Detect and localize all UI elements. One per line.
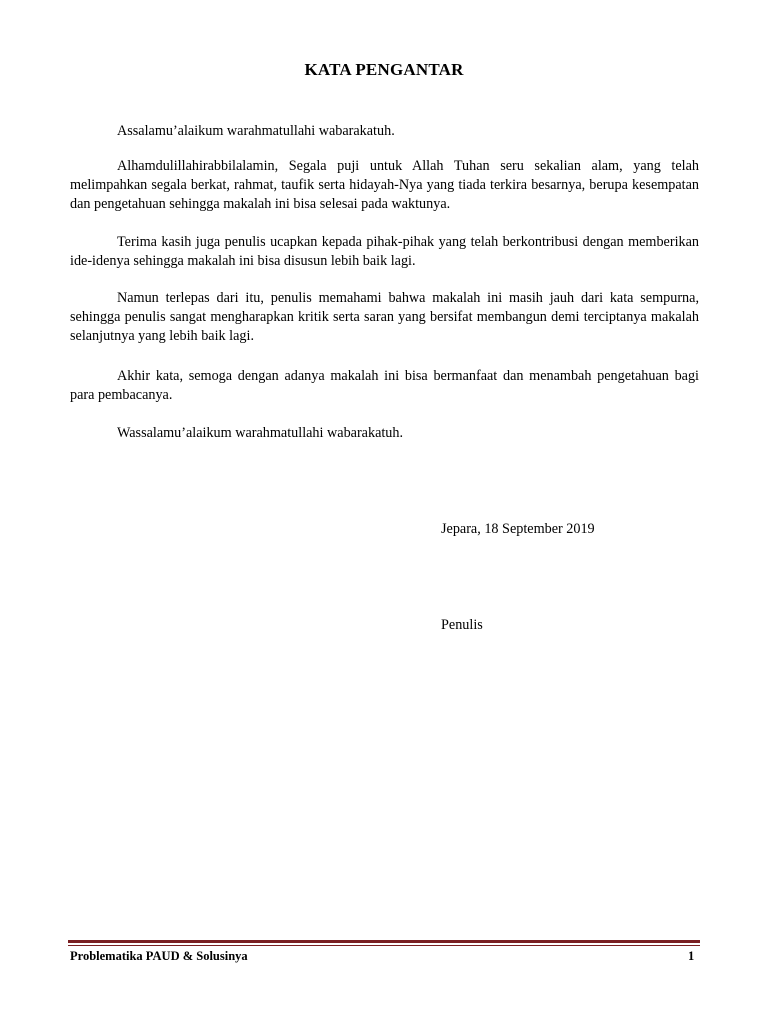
paragraph-text: Namun terlepas dari itu, penulis memahami bahwa makalah ini masih jauh dari kata sempurna, sehingga penulis sangat mengharapkan kritik serta saran yang bersifat membangun demi terciptanya makalah selanjutnya yang lebih baik lagi.	[70, 290, 699, 344]
greeting-paragraph	[70, 122, 699, 141]
signature-label: Penulis	[441, 617, 483, 633]
paragraph-text: Alhamdulillahirabbilalamin, Segala puji untuk Allah Tuhan seru sekalian alam, yang telah melimpahkan segala berkat, rahmat, taufik serta hidayah-Nya yang tiada terkira besarnya, berupa kesempatan dan pengetahuan sehingga makalah ini bisa selesai pada waktunya.	[70, 158, 699, 212]
footer-divider-thick	[68, 940, 700, 943]
body-paragraph-2	[70, 233, 699, 271]
closing-text: Wassalamu’alaikum warahmatullahi wabarakatuh.	[117, 425, 404, 441]
body-paragraph-1	[70, 157, 699, 214]
page-title: KATA PENGANTAR	[304, 60, 464, 79]
footer-title: Problematika PAUD & Solusinya	[70, 949, 248, 963]
paragraph-text: Akhir kata, semoga dengan adanya makalah ini bisa bermanfaat dan menambah pengetahuan bagi para pembacanya.	[70, 368, 699, 403]
closing-paragraph	[70, 424, 699, 443]
greeting-text: Assalamu’alaikum warahmatullahi wabarakatuh.	[117, 123, 395, 139]
body-paragraph-3	[70, 289, 699, 346]
body-paragraph-4	[70, 367, 699, 405]
place-date: Jepara, 18 September 2019	[441, 521, 595, 537]
page-number: 1	[688, 949, 695, 963]
paragraph-text: Terima kasih juga penulis ucapkan kepada pihak-pihak yang telah berkontribusi dengan memberikan ide-idenya sehingga makalah ini bisa disusun lebih baik lagi.	[70, 234, 699, 269]
footer-divider-thin	[68, 945, 700, 946]
